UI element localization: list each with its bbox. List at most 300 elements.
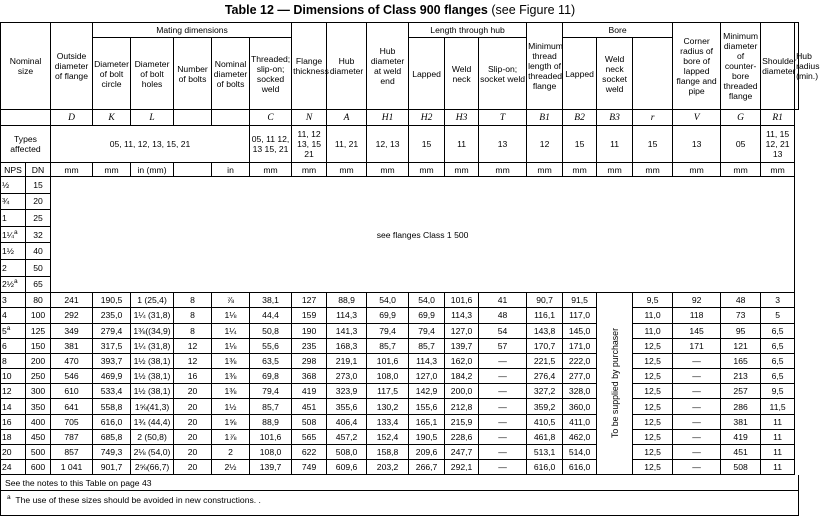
dn-cell: 500 [26, 445, 51, 460]
table-cell: 190,5 [93, 293, 131, 308]
table-cell: 88,9 [250, 414, 292, 429]
col-header: Outside diameter of flange [51, 23, 93, 110]
table-cell: 85,7 [409, 338, 445, 353]
table-cell: 616,0 [527, 460, 563, 475]
nps-value: 1¼ [2, 229, 14, 240]
table-cell: 20 [174, 445, 212, 460]
table-cell: 114,3 [409, 353, 445, 368]
table-cell: 215,9 [445, 414, 479, 429]
table-cell: 85,7 [367, 338, 409, 353]
table-cell: 1½ [212, 399, 250, 414]
table-cell: 6,5 [761, 338, 795, 353]
table-cell: 1½ (38,1) [131, 369, 174, 384]
table-row [1, 429, 799, 444]
table-cell: 327,2 [527, 384, 563, 399]
table-cell: — [673, 414, 721, 429]
col-header: Shoulder diameter [761, 23, 795, 110]
table-cell: 38,1 [250, 293, 292, 308]
col-header: Lapped [409, 38, 445, 110]
table-cell: 419 [292, 384, 327, 399]
col-header: Diameter of bolt holes [131, 38, 174, 110]
table-cell: 127,0 [409, 369, 445, 384]
table-cell: 508 [721, 460, 761, 475]
table-cell: 20 [174, 429, 212, 444]
table-cell: 685,8 [93, 429, 131, 444]
table-cell: 317,5 [93, 338, 131, 353]
table-cell: 513,1 [527, 445, 563, 460]
table-cell: 116,1 [527, 308, 563, 323]
dn-cell: 15 [26, 177, 51, 194]
symbol-cell: K [93, 110, 131, 126]
nps-cell [1, 226, 26, 243]
nps-value: 24 [2, 462, 12, 473]
table-cell: 69,9 [409, 308, 445, 323]
table-row [1, 323, 799, 338]
col-header: Weld neck [445, 38, 479, 110]
table-cell: 857 [51, 445, 93, 460]
table-cell: 2½ [212, 460, 250, 475]
dn-cell: 450 [26, 429, 51, 444]
nps-value: 4 [2, 310, 7, 321]
table-cell: 108,0 [250, 445, 292, 460]
symbol-cell [212, 110, 250, 126]
types-cell: 13 [479, 126, 527, 163]
dn-cell: 65 [26, 276, 51, 293]
table-cell: 1 (25,4) [131, 293, 174, 308]
table-cell: 235,0 [93, 308, 131, 323]
table-cell: 2⅛ (54,0) [131, 445, 174, 460]
table-cell: 162,0 [445, 353, 479, 368]
table-notes [0, 475, 799, 516]
col-header: Hub diameter at weld end [367, 23, 409, 110]
table-cell: 57 [479, 338, 527, 353]
see-notes-text: See the notes to this Table on page 43 [1, 475, 798, 491]
table-cell: 118 [673, 308, 721, 323]
table-cell: 12,5 [633, 429, 673, 444]
nps-value: ½ [2, 179, 10, 190]
table-cell: 48 [479, 308, 527, 323]
symbol-cell: B2 [563, 110, 597, 126]
table-cell: 12,5 [633, 369, 673, 384]
nps-cell [1, 323, 26, 338]
symbol-cell: B3 [597, 110, 633, 126]
table-cell: 101,6 [445, 293, 479, 308]
table-cell: — [673, 429, 721, 444]
nps-value: 5 [2, 325, 7, 336]
nps-cell [1, 177, 26, 194]
table-cell: 145,0 [563, 323, 597, 338]
table-cell: 130,2 [367, 399, 409, 414]
nps-value: 20 [2, 447, 12, 458]
table-cell: 92 [673, 293, 721, 308]
dn-cell: 50 [26, 259, 51, 276]
nps-value: 18 [2, 431, 12, 442]
table-cell: 565 [292, 429, 327, 444]
unit-cell: mm [597, 163, 633, 177]
table-cell: 11 [761, 429, 795, 444]
table-cell: 292 [51, 308, 93, 323]
col-header: Minimum diameter of counter-bore threaded flange [721, 23, 761, 110]
table-cell: 3 [761, 293, 795, 308]
header-row-1 [1, 23, 799, 38]
dn-cell: 400 [26, 414, 51, 429]
table-cell: 273,0 [327, 369, 367, 384]
table-row [1, 308, 799, 323]
table-cell: — [479, 429, 527, 444]
table-cell: 247,7 [445, 445, 479, 460]
table-cell: 1¾ (44,4) [131, 414, 174, 429]
symbol-cell: V [673, 110, 721, 126]
table-cell: 88,9 [327, 293, 367, 308]
table-cell: 1⅜ [212, 353, 250, 368]
symbol-cell: R1 [761, 110, 795, 126]
unit-cell: mm [51, 163, 93, 177]
col-header: Flange thickness [292, 23, 327, 110]
table-cell: 200,0 [445, 384, 479, 399]
table-cell: 48 [721, 293, 761, 308]
table-cell: — [673, 399, 721, 414]
table-cell: 359,2 [527, 399, 563, 414]
table-cell: 12 [174, 353, 212, 368]
table-cell: 142,9 [409, 384, 445, 399]
table-title-main: Table 12 — Dimensions of Class 900 flanges [224, 3, 488, 17]
table-cell: 54,0 [367, 293, 409, 308]
symbol-cell: B1 [527, 110, 563, 126]
types-cell: 11 [597, 126, 633, 163]
symbol-cell [1, 110, 51, 126]
table-cell: 63,5 [250, 353, 292, 368]
table-cell: 349 [51, 323, 93, 338]
table-cell: 641 [51, 399, 93, 414]
table-cell: 1⅛ [212, 308, 250, 323]
nps-cell [1, 429, 26, 444]
dn-cell: 40 [26, 243, 51, 260]
nps-cell [1, 445, 26, 460]
nps-cell [1, 243, 26, 260]
footnote-mark: a [7, 494, 11, 502]
bore-header: Bore [563, 23, 673, 38]
unit-cell: mm [292, 163, 327, 177]
table-cell: — [479, 460, 527, 475]
table-cell: 16 [174, 369, 212, 384]
symbol-row [1, 110, 799, 126]
nps-cell [1, 414, 26, 429]
table-cell: 73 [721, 308, 761, 323]
table-cell: 158,8 [367, 445, 409, 460]
table-cell: 705 [51, 414, 93, 429]
col-header: Nominal diameter of bolts [212, 38, 250, 110]
table-cell: — [479, 414, 527, 429]
unit-cell: mm [479, 163, 527, 177]
table-cell: 69,8 [250, 369, 292, 384]
table-cell: 266,7 [409, 460, 445, 475]
table-cell: 360,0 [563, 399, 597, 414]
table-cell: 749 [292, 460, 327, 475]
types-cell: 05 [721, 126, 761, 163]
table-cell: 622 [292, 445, 327, 460]
table-cell: 171,0 [563, 338, 597, 353]
nps-cell [1, 460, 26, 475]
symbol-cell [174, 110, 212, 126]
table-cell: 139,7 [250, 460, 292, 475]
table-cell: 616,0 [563, 460, 597, 475]
nps-value: 3 [2, 295, 7, 306]
table-cell: 152,4 [367, 429, 409, 444]
nps-cell [1, 384, 26, 399]
table-cell: 54 [479, 323, 527, 338]
nps-value: 16 [2, 416, 12, 427]
table-cell: 6,5 [761, 323, 795, 338]
nps-value: 1 [2, 212, 7, 223]
table-cell: 20 [174, 414, 212, 429]
table-title-ref: (see Figure 11) [487, 3, 576, 17]
table-cell: 117,0 [563, 308, 597, 323]
table-cell: 1¼ (31,8) [131, 308, 174, 323]
table-cell: 20 [174, 399, 212, 414]
table-cell: 2 (50,8) [131, 429, 174, 444]
unit-cell [174, 163, 212, 177]
table-title [0, 0, 800, 22]
table-cell: 1⅜ [212, 384, 250, 399]
nps-cell [1, 293, 26, 308]
table-cell: — [479, 384, 527, 399]
table-cell: 393,7 [93, 353, 131, 368]
table-cell: 235 [292, 338, 327, 353]
table-cell: 12,5 [633, 414, 673, 429]
units-row [1, 163, 799, 177]
unit-cell: mm [721, 163, 761, 177]
types-cell: 11, 12 13, 15 21 [292, 126, 327, 163]
nps-cell [1, 308, 26, 323]
table-cell: 1⅞ [212, 429, 250, 444]
table-cell: 787 [51, 429, 93, 444]
table-cell: 533,4 [93, 384, 131, 399]
table-cell: 190 [292, 323, 327, 338]
types-cell: 05, 11, 12, 13, 15, 21 [51, 126, 250, 163]
table-cell: 616,0 [93, 414, 131, 429]
footnote-mark: a [13, 278, 18, 286]
table-cell: 170,7 [527, 338, 563, 353]
table-cell: 139,7 [445, 338, 479, 353]
table-cell: 203,2 [367, 460, 409, 475]
table-cell: 610 [51, 384, 93, 399]
nps-value: 12 [2, 386, 12, 397]
types-cell: 15 [633, 126, 673, 163]
table-cell: 508,0 [327, 445, 367, 460]
table-cell: 749,3 [93, 445, 131, 460]
table-cell: 143,8 [527, 323, 563, 338]
col-header: Corner radius of bore of lapped flange and pipe [673, 23, 721, 110]
table-cell: 469,9 [93, 369, 131, 384]
table-cell: 901,7 [93, 460, 131, 475]
table-cell: 279,4 [93, 323, 131, 338]
table-cell: 328,0 [563, 384, 597, 399]
table-cell: 79,4 [367, 323, 409, 338]
nps-value: 14 [2, 401, 12, 412]
col-header: Threaded; slip-on; socked weld [250, 38, 292, 110]
table-cell: 155,6 [409, 399, 445, 414]
table-cell: — [479, 369, 527, 384]
table-cell: 514,0 [563, 445, 597, 460]
nps-cell [1, 369, 26, 384]
symbol-cell: r [633, 110, 673, 126]
table-row [1, 414, 799, 429]
table-cell: 127,0 [445, 323, 479, 338]
symbol-cell: H3 [445, 110, 479, 126]
table-row [1, 460, 799, 475]
table-cell: 20 [174, 384, 212, 399]
table-cell: 184,2 [445, 369, 479, 384]
table-cell: 1⅜((34,9) [131, 323, 174, 338]
table-cell: 368 [292, 369, 327, 384]
table-cell: 12,5 [633, 445, 673, 460]
dn-cell: 100 [26, 308, 51, 323]
table-row [1, 338, 799, 353]
footnote-mark: a [13, 228, 18, 236]
table-cell: ⅞ [212, 293, 250, 308]
nps-cell [1, 276, 26, 293]
table-row [1, 445, 799, 460]
table-cell: — [479, 353, 527, 368]
table-cell: 165 [721, 353, 761, 368]
table-cell: 209,6 [409, 445, 445, 460]
dn-cell: 32 [26, 226, 51, 243]
table-cell: 11 [761, 445, 795, 460]
table-cell: 286 [721, 399, 761, 414]
table-cell: — [673, 445, 721, 460]
col-header: Hub radius (min.) [795, 23, 799, 110]
see-flanges-note: see flanges Class 1 500 [51, 177, 795, 293]
col-header: Minimum thread length of threaded flange [527, 23, 563, 110]
types-cell: 15 [563, 126, 597, 163]
table-cell: 108,0 [367, 369, 409, 384]
table-cell: 11,0 [633, 308, 673, 323]
table-cell: 1⅜ [212, 369, 250, 384]
dn-cell: 125 [26, 323, 51, 338]
table-cell: 54,0 [409, 293, 445, 308]
table-cell: 457,2 [327, 429, 367, 444]
table-cell: 20 [174, 460, 212, 475]
dn-cell: 25 [26, 210, 51, 227]
dn-cell: 20 [26, 193, 51, 210]
symbol-cell: H2 [409, 110, 445, 126]
table-cell: 292,1 [445, 460, 479, 475]
table-row [1, 353, 799, 368]
table-cell: — [673, 384, 721, 399]
footnote [1, 491, 798, 515]
nominal-size-header: Nominal size [1, 23, 51, 110]
table-cell: 381 [51, 338, 93, 353]
table-cell: — [673, 460, 721, 475]
types-cell: 13 [673, 126, 721, 163]
table-cell: 69,9 [367, 308, 409, 323]
table-cell: 190,5 [409, 429, 445, 444]
types-cell: 15 [409, 126, 445, 163]
nps-value: ¾ [2, 196, 10, 207]
table-cell: 11,5 [761, 399, 795, 414]
types-cell: 12 [527, 126, 563, 163]
table-cell: 451 [292, 399, 327, 414]
table-cell: 55,6 [250, 338, 292, 353]
table-cell: 411,0 [563, 414, 597, 429]
table-cell: 406,4 [327, 414, 367, 429]
table-cell: 159 [292, 308, 327, 323]
types-row [1, 126, 799, 163]
table-cell: 276,4 [527, 369, 563, 384]
types-cell: 05, 11 12, 13 15, 21 [250, 126, 292, 163]
unit-cell: mm [327, 163, 367, 177]
nps-value: 1½ [2, 246, 14, 257]
unit-cell: mm [761, 163, 795, 177]
table-cell: 355,6 [327, 399, 367, 414]
table-cell: 114,3 [327, 308, 367, 323]
table-cell: 50,8 [250, 323, 292, 338]
nps-cell [1, 259, 26, 276]
table-row [1, 293, 799, 308]
types-label: Types affected [1, 126, 51, 163]
nps-value: 2 [2, 262, 7, 273]
purchaser-note-text: To be supplied by purchaser [609, 327, 620, 438]
mating-dimensions-header: Mating dimensions [93, 23, 292, 38]
table-cell: 8 [174, 293, 212, 308]
symbol-cell: G [721, 110, 761, 126]
table-cell: — [479, 399, 527, 414]
table-cell: 1⅝(41,3) [131, 399, 174, 414]
table-cell: 1¼ [212, 323, 250, 338]
table-cell: 12,5 [633, 460, 673, 475]
table-cell: 410,5 [527, 414, 563, 429]
table-cell: 117,5 [367, 384, 409, 399]
table-cell: 323,9 [327, 384, 367, 399]
table-cell: 114,3 [445, 308, 479, 323]
table-cell: 1⅛ [212, 338, 250, 353]
table-cell: 91,5 [563, 293, 597, 308]
table-cell: 133,4 [367, 414, 409, 429]
table-cell: 165,1 [409, 414, 445, 429]
table-cell: — [673, 353, 721, 368]
table-cell: 1⅝ [212, 414, 250, 429]
table-cell: 12 [174, 338, 212, 353]
table-cell: 2⅝(66,7) [131, 460, 174, 475]
table-cell: 2 [212, 445, 250, 460]
table-cell: — [479, 445, 527, 460]
table-cell: 6,5 [761, 369, 795, 384]
table-cell: 228,6 [445, 429, 479, 444]
table-cell: 5 [761, 308, 795, 323]
table-cell: 12,5 [633, 353, 673, 368]
table-cell: 9,5 [761, 384, 795, 399]
table-cell: 8 [174, 323, 212, 338]
table-cell: 277,0 [563, 369, 597, 384]
unit-cell: mm [250, 163, 292, 177]
table-cell: 219,1 [327, 353, 367, 368]
table-cell: — [673, 369, 721, 384]
table-row [1, 399, 799, 414]
table-cell: 451 [721, 445, 761, 460]
nps-cell [1, 210, 26, 227]
table-cell: 381 [721, 414, 761, 429]
unit-cell: mm [367, 163, 409, 177]
table-cell: 11 [761, 414, 795, 429]
unit-cell: NPS [1, 163, 26, 177]
table-cell: 1½ (38,1) [131, 353, 174, 368]
symbol-cell: C [250, 110, 292, 126]
unit-cell: DN [26, 163, 51, 177]
col-header: Slip-on; socket weld [479, 38, 527, 110]
footnote-mark: a [6, 324, 11, 332]
dn-cell: 80 [26, 293, 51, 308]
unit-cell: in [212, 163, 250, 177]
